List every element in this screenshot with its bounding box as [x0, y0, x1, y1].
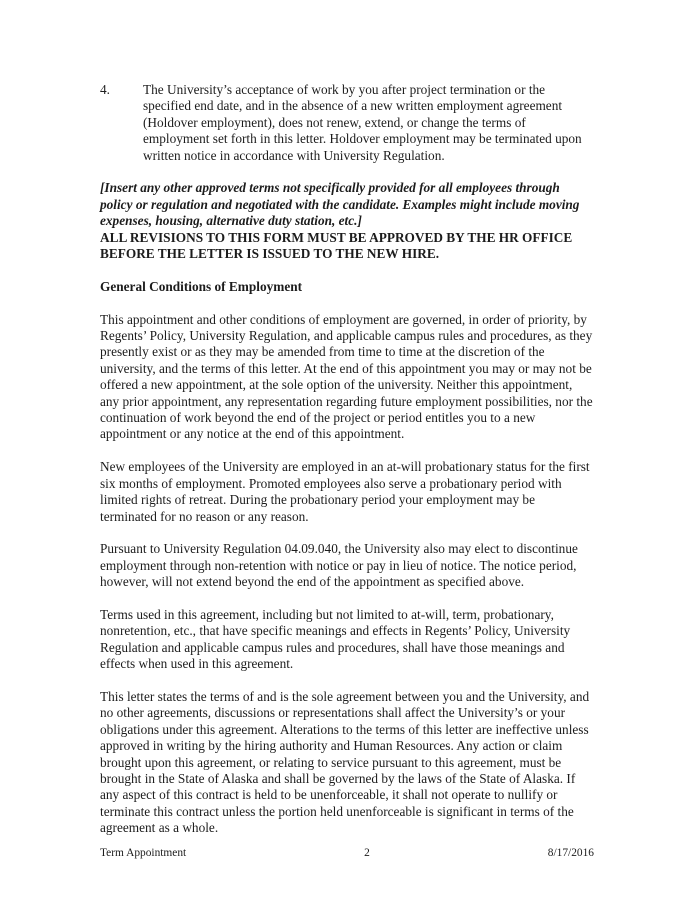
spacer	[100, 295, 594, 311]
document-body	[100, 82, 594, 837]
body-paragraph: New employees of the University are employed in an at-will probationary status for the first six months of employment. Promoted employees also serve a probationary period with limited rights of retreat. During the probationary period your employment may be terminated for no reason or any reason.	[100, 459, 590, 524]
spacer	[100, 591, 594, 607]
body-paragraph: Terms used in this agreement, including but not limited to at-will, term, probationary, nonretention, etc., that have specific meanings and effects in Regents’ Policy, University Regulation and applicable campus rules and procedures, shall have those meanings and effects when used in this agreement.	[100, 606, 571, 672]
section-heading: General Conditions of Employment	[100, 278, 303, 294]
revision-notice-text: ALL REVISIONS TO THIS FORM MUST BE APPROVED BY THE HR OFFICE BEFORE THE LETTER IS ISSUED TO THE NEW HIRE.	[100, 229, 573, 262]
insert-instruction-text: [Insert any other approved terms not specifically provided for all employees through policy or regulation and negotiated with the candidate. Examples might include moving expenses, housing, alternative duty station, etc.]	[100, 180, 580, 229]
body-paragraph: This letter states the terms of and is the sole agreement between you and the University, and no other agreements, discussions or representations shall affect the University’s or your obligations under this agreement. Alterations to the terms of this letter are ineffective unless approved in writing by the hiring authority and Human Resources. Any action or claim brought upon this agreement, or relating to service pursuant to this agreement, must be brought in the State of Alaska and shall be governed by the laws of the State of Alaska. If any aspect of this contract is held to be unenforceable, it shall not operate to nullify or terminate this contract unless the portion held unenforceable is significant in terms of the agreement as a whole.	[100, 688, 590, 836]
spacer	[100, 525, 594, 541]
body-paragraph: Pursuant to University Regulation 04.09.040, the University also may elect to discontinue employment through non-retention with notice or pay in lieu of notice. The notice period, however, will not extend beyond the end of the appointment as specified above.	[100, 541, 578, 590]
spacer	[100, 443, 594, 459]
spacer	[100, 262, 594, 278]
numbered-list-item-4	[100, 82, 594, 164]
spacer	[100, 164, 594, 180]
spacer	[100, 673, 594, 689]
footer-page-number: 2	[364, 847, 370, 859]
footer-document-title: Term Appointment	[100, 847, 187, 859]
footer-date: 8/17/2016	[547, 847, 594, 859]
page-footer	[100, 846, 594, 860]
body-paragraph: This appointment and other conditions of employment are governed, in order of priority, by Regents’ Policy, University Regulation, and applicable campus rules and procedures, as they presently exist or as they may be amended from time to time at the discretion of the university, and the terms of this letter. At the end of this appointment you may or may not be offered a new appointment, at the sole option of the university. Neither this appointment, any prior appointment, any representation regarding future employment possibilities, nor the continuation of work beyond the end of the project or period entitles you to a new appointment or any notice at the end of this appointment.	[100, 311, 593, 442]
list-item-number: 4.	[100, 82, 110, 97]
list-item-text: The University’s acceptance of work by you after project termination or the specified end date, and in the absence of a new written employment agreement (Holdover employment), does not renew, extend, or change the terms of employment set forth in this letter. Holdover employment may be terminated upon written notice in accordance with University Regulation.	[143, 82, 582, 163]
